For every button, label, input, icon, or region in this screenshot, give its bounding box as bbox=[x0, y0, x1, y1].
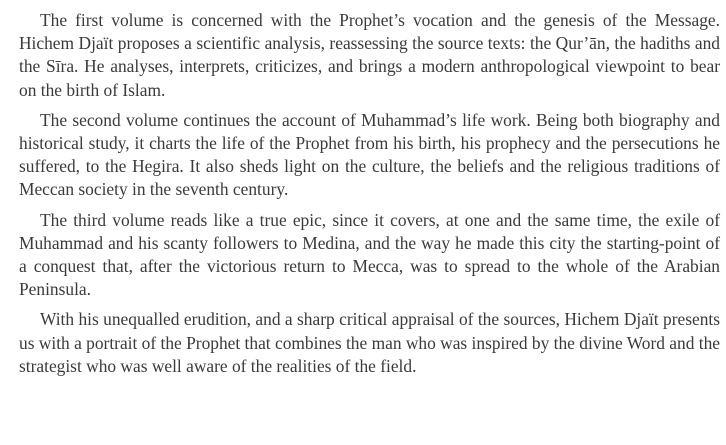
paragraph-third-volume bbox=[19, 209, 720, 302]
paragraph-text: The first volume is concerned with the Prophet’s vocation and the genesis of the Message. Hichem Djaït proposes a scientific analysis, reassessing the source texts: the Qur’ān, the hadiths and the Sīra. He analyses, interprets, criticizes, and brings a modern anthropological viewpoint to bear on the birth of Islam. bbox=[19, 10, 720, 100]
paragraph-first-volume bbox=[19, 9, 720, 102]
paragraph-text: The third volume reads like a true epic, since it covers, at one and the same time, the exile of Muhammad and his scanty followers to Medina, and the way he made this city the starting-point of a conquest that, after the victorious return to Mecca, was to spread to the whole of the Arabian Peninsula. bbox=[19, 209, 720, 300]
paragraph-second-volume bbox=[19, 109, 720, 202]
paragraph-erudition bbox=[19, 308, 720, 378]
paragraph-text: The second volume continues the account of Muhammad’s life work. Being both biography and historical study, it charts the life of the Prophet from his birth, his prophecy and the persecutions he suffered, to the Hegira. It also sheds light on the culture, the beliefs and the religious traditions of Meccan society in the seventh century. bbox=[19, 109, 720, 200]
paragraph-text: With his unequalled erudition, and a sharp critical appraisal of the sources, Hichem Djaït presents us with a portrait of the Prophet that combines the man who was inspired by the divine Word and the strategist who was well aware of the realities of the field. bbox=[19, 309, 721, 376]
document-body bbox=[19, 9, 720, 385]
